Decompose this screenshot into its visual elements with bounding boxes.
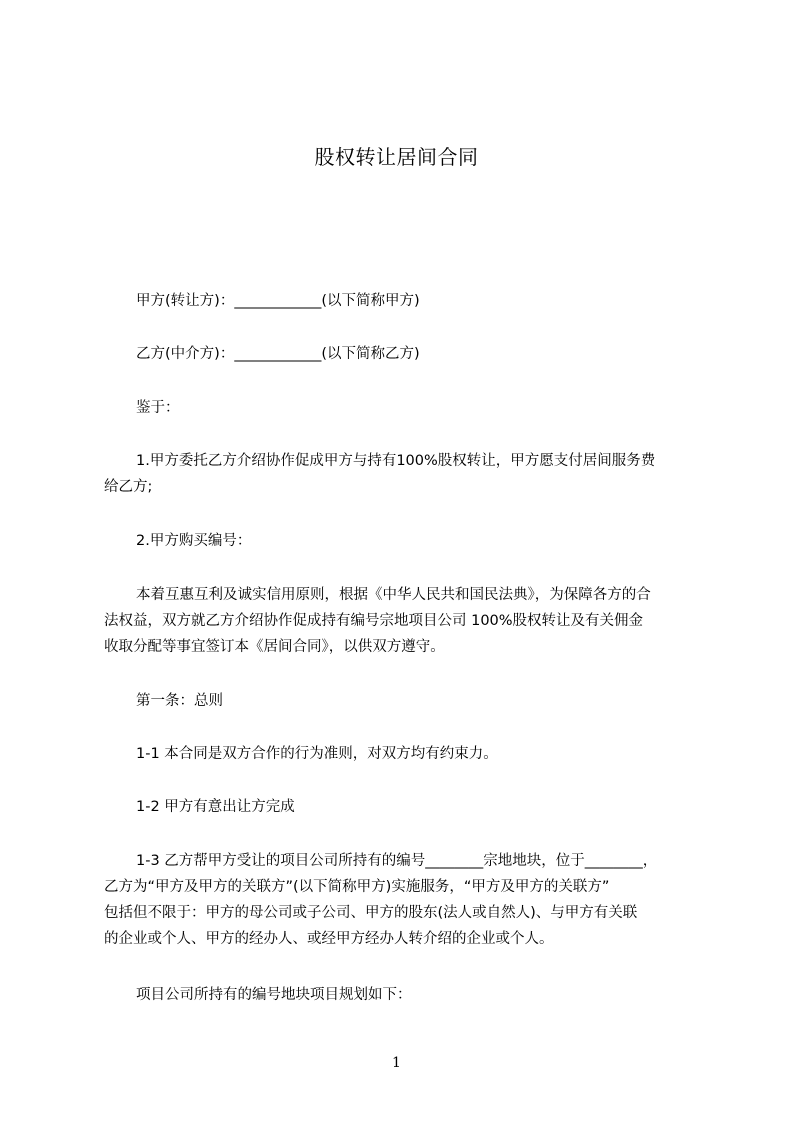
project-plan-line: 项目公司所持有的编号地块项目规划如下： (136, 987, 412, 1003)
principle-line-1: 本着互惠互利及诚实信用原则，根据《中华人民共和国民法典》，为保障各方的合 (136, 587, 651, 603)
clause-1-1: 1-1 本合同是双方合作的行为准则，对双方均有约束力。 (136, 746, 498, 762)
page-number: 1 (392, 1055, 401, 1071)
whereas-item-1-line-2: 给乙方; (104, 479, 153, 495)
party-a-line: 甲方(转让方)：____________(以下简称甲方) (136, 293, 420, 309)
clause-1-3 (104, 848, 714, 952)
whereas-item-2: 2.甲方购买编号： (136, 533, 252, 549)
clause-1-2: 1-2 甲方有意出让方完成 (136, 799, 295, 815)
clause-1-3-line-4: 的企业或个人、甲方的经办人、或经甲方经办人转介绍的企业或个人。 (104, 931, 554, 947)
principle-paragraph (104, 582, 714, 660)
whereas-item-1 (104, 448, 714, 500)
clause-1-3-line-1: 1-3 乙方帮甲方受让的项目公司所持有的编号________宗地地块，位于________， (136, 853, 658, 869)
article-1-heading: 第一条：总则 (136, 693, 223, 709)
clause-1-3-line-3: 包括但不限于：甲方的母公司或子公司、甲方的股东(法人或自然人)、与甲方有关联 (104, 905, 638, 921)
clause-1-3-line-2: 乙方为“甲方及甲方的关联方”(以下简称甲方)实施服务，“甲方及甲方的关联方” (104, 879, 610, 895)
principle-line-3: 收取分配等事宜签订本《居间合同》，以供双方遵守。 (104, 639, 445, 655)
whereas-heading: 鉴于： (136, 400, 180, 416)
principle-line-2: 法权益，双方就乙方介绍协作促成持有编号宗地项目公司 100%股权转让及有关佣金 (104, 613, 644, 629)
whereas-item-1-line-1: 1.甲方委托乙方介绍协作促成甲方与持有100%股权转让，甲方愿支付居间服务费 (136, 453, 656, 469)
contract-title: 股权转让居间合同 (314, 145, 479, 169)
party-b-line: 乙方(中介方)：____________(以下简称乙方) (136, 346, 420, 362)
